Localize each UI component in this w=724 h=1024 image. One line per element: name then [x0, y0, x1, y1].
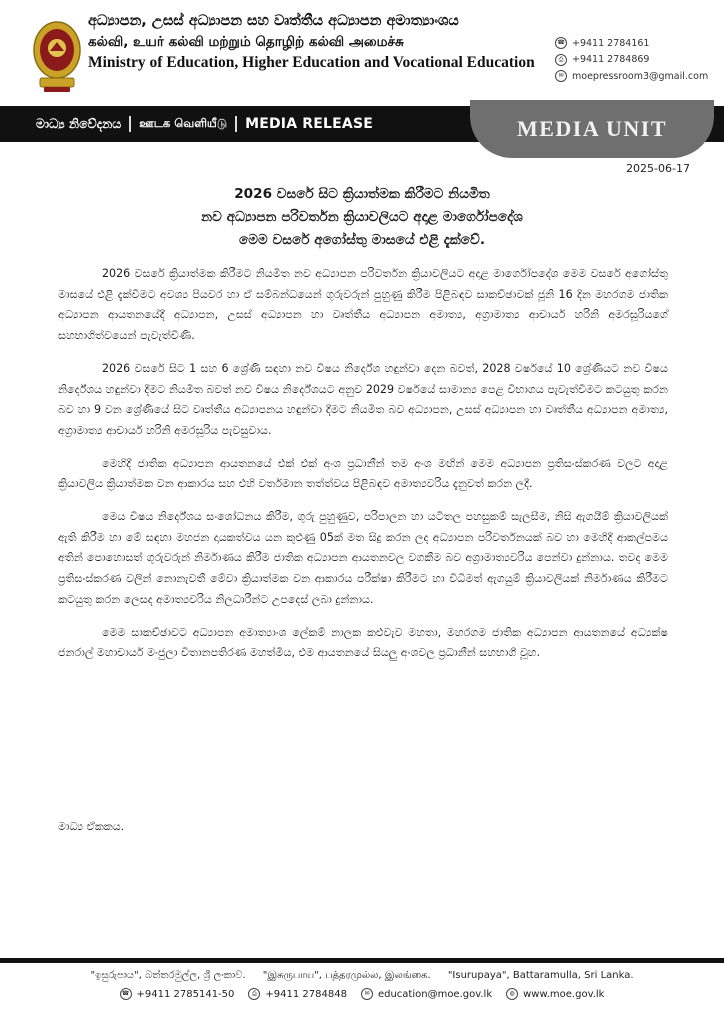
phone-icon: ☎: [120, 988, 132, 1000]
email-icon: ✉: [361, 988, 373, 1000]
footer-email[interactable]: ✉ education@moe.gov.lk: [361, 988, 492, 1000]
media-unit-label: MEDIA UNIT: [516, 116, 668, 141]
title-line-1: 2026 වසරේ සිට ක්‍රියාත්මක කිරීමට නියමිත: [234, 186, 490, 202]
ministry-emblem-icon: [32, 20, 82, 94]
band-divider: [235, 116, 237, 132]
footer-address-english: "Isurupaya", Battaramulla, Sri Lanka.: [447, 970, 634, 981]
fax-icon: ⎙: [248, 988, 260, 1000]
body-paragraph-4: මෙය විෂය නිර්දේශය සංශෝධනය කිරීම, ගුරු පුහුණුව, පරිපාලන හා යටිතල පහසුකම් සැලසීම, නිසි ඇගයීම් ක්‍රියාවලියක් ඇති කිරීම හා මේ සඳහා මහජන දායකත්වය යන කුළුණු 05ක් මත සිදු කරන ලද අධ්‍යාපන පරිවර්තනයක් බව හා මෙහිදී ආකල්පමය අතින් පොහොසත් ගුරුවරුන් නිර්මාණය කිරීම ජාතික අධ්‍යාපන ආයතනවල වගකීම බව අග්‍රාමාත්‍යවරිය පෙන්වා දුන්නාය. තවද මෙම ප්‍රතිසංස්කරණ වලින් නොනැවතී මේවා ක්‍රියාත්මක වන ආකාරය පරීක්ෂා කිරීමට හා විධිමත් ඇගයුම් ක්‍රියාවලියක් නිර්මාණය කිරීමට කටයුතු කරන ලෙසද අමාත්‍යවරිය නිලධාරීන්ට උපදෙස් ලබා දුන්නාය.: [58, 510, 668, 606]
release-date: 2025-06-17: [626, 162, 690, 175]
body-paragraph-5: මෙම සාකච්ඡාවට අධ්‍යාපන අමාත්‍යාංශ ලේකම් නාලක කළුවැව මහතා, මහරගම ජාතික අධ්‍යාපන ආයතනයේ අධ්‍යක්ෂ ජනරාල් මහාචාර්ය මංජුලා විතානපතිරණ මහත්මිය, එම ආයතනයේ සියලු අංශවල ප්‍රධානීන් සහභාගී වූහ.: [58, 625, 668, 660]
globe-icon: ◍: [506, 988, 518, 1000]
email-icon: ✉: [555, 70, 567, 82]
body-paragraph-1: 2026 වසරේ ක්‍රියාත්මක කිරීමට නියමිත නව අධ්‍යාපන පරිවර්තන ක්‍රියාවලියට අදාළ මාර්ගෝපදේශ මෙම වසරේ අගෝස්තු මාසයේ එළි දැක්වීමට අවශ්‍ය පියවර හා ඒ සම්බන්ධයෙන් ගුරුවරුන් පුහුණු කිරීම පිළිබඳව සාකච්ඡාවක් ජූනි 16 දින මහරගම ජාතික අධ්‍යාපන ආයතනයේදී අධ්‍යාපන, උසස් අධ්‍යාපන හා වෘත්තීය අධ්‍යාපන අමාත්‍ය, අග්‍රාමාත්‍ය ආචාර්ය හරිනි අමරසූරියගේ සහභාගිත්වයෙන් පැවැත්විණි.: [58, 267, 668, 343]
header-phone: ☎ +9411 2784161: [555, 35, 708, 52]
footer-fax: ⎙ +9411 2784848: [248, 988, 347, 1000]
band-label-sinhala: මාධ්‍ය නිවේදනය: [36, 116, 122, 131]
footer-divider: [0, 958, 724, 963]
footer-address: [0, 970, 724, 982]
title-line-3: මෙම වසරේ අගෝස්තු මාසයේ එළි දැක්වේ.: [238, 232, 485, 248]
fax-icon: ⎙: [555, 54, 567, 66]
footer-address-tamil: "இசுருபாய", பத்தரமுல்ல, இலங்கை.: [262, 970, 431, 981]
closing-signature: මාධ්‍ය ඒකකය.: [58, 820, 125, 833]
ministry-name-tamil: கல்வி, உயர் கல்வி மற்றும் தொழிற் கல்வி அமைச்சு: [88, 34, 404, 50]
ministry-name-sinhala: අධ්‍යාපන, උසස් අධ්‍යාපන සහ වෘත්තීය අධ්‍යාපන අමාත්‍යාංශය: [88, 13, 459, 29]
footer-phone: ☎ +9411 2785141-50: [120, 988, 235, 1000]
band-divider: [129, 116, 131, 132]
header-fax: ⎙ +9411 2784869: [555, 52, 708, 69]
body-paragraph-3: මෙහිදී ජාතික අධ්‍යාපන ආයතනයේ එක් එක් අංශ ප්‍රධානීන් තම අංශ මඟින් මෙම අධ්‍යාපන ප්‍රතිසංස්කරණ වලට අදාළ ක්‍රියාවලිය ක්‍රියාත්මක වන ආකාරය සහ එහි වර්තමාන තත්ත්වය පිළිබඳව අමාත්‍යවරිය දැනුවත් කරන ලදී.: [58, 456, 668, 491]
title-line-2: නව අධ්‍යාපන පරිවර්තන ක්‍රියාවලියට අදාළ මාර්ගෝපදේශ: [201, 209, 523, 225]
body-paragraph-2: 2026 වසරේ සිට 1 සහ 6 ශ්‍රේණි සඳහා නව විෂය නිර්දේශ හඳුන්වා දෙන බවත්, 2028 වර්ෂයේ 10 ශ්‍රේණියට නව විෂය නිර්දේශය හඳුන්වා දීමට නියමිත බවත් නව විෂය නිර්දේශයට අනුව 2029 වර්ෂයේ සාමාන්‍ය පෙළ විභාගය පැවැත්වීමට කටයුතු කරන බව හා 9 වන ශ්‍රේණියේ සිට වෘත්තීය අධ්‍යාපනය හඳුන්වා දීමට නියමිත බව අධ්‍යාපන, උසස් අධ්‍යාපන හා වෘත්තීය අධ්‍යාපන අමාත්‍ය, අග්‍රාමාත්‍ය ආචාර්ය හරිනි අමරසූරිය පැවසුවාය.: [58, 361, 668, 437]
footer-contacts: [0, 988, 724, 1000]
ministry-name-english: Ministry of Education, Higher Education and Vocational Education: [88, 54, 535, 71]
footer-address-sinhala: "ඉසුරුපාය", බත්තරමුල්ල, ශ්‍රී ලංකාව.: [90, 970, 246, 981]
ministry-name-block: [88, 10, 535, 73]
header-email[interactable]: ✉ moepressroom3@gmail.com: [555, 68, 708, 85]
band-label-tamil: ஊடக வெளியீடு: [139, 116, 228, 130]
release-body: [58, 264, 668, 676]
band-label-english: MEDIA RELEASE: [245, 116, 374, 132]
phone-icon: ☎: [555, 37, 567, 49]
release-title: [60, 183, 664, 252]
footer-website[interactable]: ◍ www.moe.gov.lk: [506, 988, 604, 1000]
header-contacts: [555, 35, 708, 85]
media-unit-tab: [470, 100, 714, 158]
